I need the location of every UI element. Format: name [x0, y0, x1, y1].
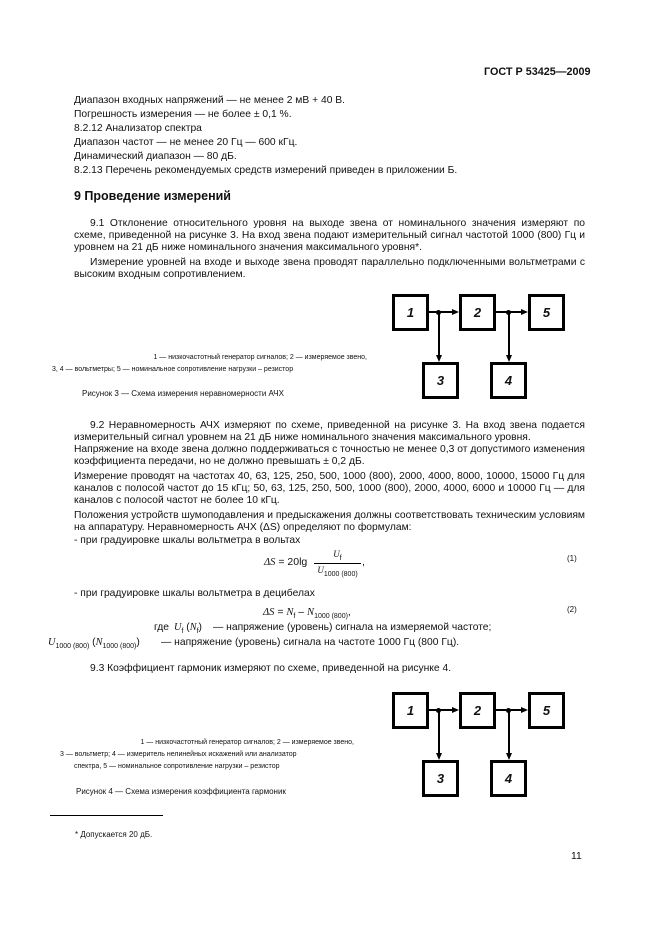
- fig4-legend-line-2: 3 — вольтметр; 4 — измеритель нелинейных искажений или анализатор: [60, 751, 297, 758]
- fig4-block-load: 5: [528, 692, 565, 729]
- formula-1-comma: ,: [362, 556, 365, 568]
- recommended-instruments: 8.2.13 Перечень рекомендуемых средств измерений приведен в приложении Б.: [74, 165, 458, 176]
- paragraph-9-2-voltage: Напряжение на входе звена должно поддерживаться с точностью не менее 0,3 от допустимого изменения коэффициента передачи, но не должно превышать ± 0,2 дБ.: [74, 444, 585, 467]
- formula-1-fraction-bar: [314, 563, 361, 564]
- frequency-range: Диапазон частот — не менее 20 Гц — 600 кГц.: [74, 137, 298, 148]
- section-9-heading: 9 Проведение измерений: [74, 189, 231, 203]
- fig4-block-distortion-meter: 4: [490, 760, 527, 797]
- paragraph-9-1: 9.1 Отклонение относительного уровня на выходе звена от номинального значения измеряют по схеме, приведенной на рисунке 3. На вход звена подают измерительный сигнал частотой 1000 (800) Гц и уровнем на 21 дБ ниже номинального значения максимального уровня*.: [74, 218, 585, 253]
- where-prefix: где: [154, 622, 170, 633]
- fig3-block-voltmeter-4: 4: [490, 362, 527, 399]
- bullet-volts: - при градуировке шкалы вольтметра в вольтах: [74, 535, 301, 546]
- fig3-arrow-to-4: [506, 355, 512, 362]
- where-symbol-u1000: $U_{1000 (800)}$ $(N_{1000 (800)})$: [48, 637, 140, 651]
- spectrum-analyzer-heading: 8.2.12 Анализатор спектра: [74, 123, 202, 134]
- paragraph-9-2: 9.2 Неравномерность АЧХ измеряют по схеме, приведенной на рисунке 3. На вход звена подается измерительный сигнал уровнем на 21 дБ ниже номинального значения максимального уровня.: [74, 420, 585, 443]
- fig3-block-generator: 1: [392, 294, 429, 331]
- paragraph-9-2-frequencies: Измерение проводят на частотах 40, 63, 125, 250, 500, 1000 (800), 2000, 4000, 8000, 10000, 15000 Гц для каналов с полосой частот до 15 кГц; 50, 63, 125, 250, 500, 1000 (800), 2000, 4000, 6000 и 10000 Гц — для каналов с полосой частот не более 10 кГц.: [74, 471, 585, 506]
- fig3-block-unit: 2: [459, 294, 496, 331]
- fig3-arrow-to-3: [436, 355, 442, 362]
- fig4-arrow-2-5: [521, 707, 528, 713]
- fig4-legend-line-3: спектра, 5 — номинальное сопротивление нагрузки – резистор: [74, 763, 280, 770]
- formula-2-number: (2): [567, 605, 577, 614]
- formula-2: $\Delta S = N_f - N_{1000 (800)}$,: [263, 606, 351, 621]
- paragraph-9-3: 9.3 Коэффициент гармоник измеряют по схеме, приведенной на рисунке 4.: [90, 663, 452, 674]
- fig3-legend-line-1: 1 — низкочастотный генератор сигналов; 2 — измеряемое звено,: [153, 354, 367, 361]
- fig4-arrow-to-4: [506, 753, 512, 760]
- paragraph-9-2-noise-reduction: Положения устройств шумоподавления и предыскажения должны соответствовать техническим условиям на аппаратуру. Неравномерность АЧХ (ΔS) определяют по формулам:: [74, 510, 585, 533]
- fig3-link-1-2: [429, 311, 453, 313]
- fig4-link-to-3: [438, 710, 440, 753]
- fig3-block-voltmeter-3: 3: [422, 362, 459, 399]
- fig4-arrow-1-2: [452, 707, 459, 713]
- footnote-divider: [50, 815, 163, 816]
- doc-header: ГОСТ Р 53425—2009: [484, 66, 591, 78]
- fig4-legend-line-1: 1 — низкочастотный генератор сигналов; 2 — измеряемое звено,: [140, 739, 354, 746]
- fig4-block-unit: 2: [459, 692, 496, 729]
- fig4-caption: Рисунок 4 — Схема измерения коэффициента гармоник: [76, 787, 286, 796]
- where-u1000-text: — напряжение (уровень) сигнала на частоте 1000 Гц (800 Гц).: [161, 637, 460, 648]
- where-symbol-uf: $U_f$ $(N_f)$: [174, 622, 202, 636]
- dynamic-range: Динамический диапазон — 80 дБ.: [74, 151, 237, 162]
- fig3-arrow-2-5: [521, 309, 528, 315]
- fig4-link-to-4: [508, 710, 510, 753]
- fig3-link-to-4: [508, 312, 510, 355]
- fig3-block-load: 5: [528, 294, 565, 331]
- formula-1-numerator: $U_f$: [333, 549, 342, 562]
- paragraph-9-1-voltmeters: Измерение уровней на входе и выходе звена проводят параллельно подключенными вольтметрами с высоким входным сопротивлением.: [74, 257, 585, 280]
- formula-1-denominator: $U_{1000 (800)}$: [317, 565, 358, 578]
- fig4-block-generator: 1: [392, 692, 429, 729]
- bullet-decibels: - при градуировке шкалы вольтметра в децибелах: [74, 588, 315, 599]
- fig3-link-to-3: [438, 312, 440, 355]
- fig3-caption: Рисунок 3 — Схема измерения неравномерности АЧХ: [82, 389, 284, 398]
- fig3-legend-line-2: 3, 4 — вольтметры; 5 — номинальное сопротивление нагрузки – резистор: [52, 366, 294, 373]
- input-voltage-range: Диапазон входных напряжений — не менее 2 мВ + 40 В.: [74, 95, 346, 106]
- formula-1-number: (1): [567, 554, 577, 563]
- page-number: 11: [571, 851, 582, 862]
- fig4-block-voltmeter: 3: [422, 760, 459, 797]
- where-uf-text: — напряжение (уровень) сигнала на измеряемой частоте;: [213, 622, 492, 633]
- formula-1-lhs: ΔS = 20lg: [264, 556, 308, 568]
- measurement-error: Погрешность измерения — не более ± 0,1 %.: [74, 109, 292, 120]
- fig4-link-1-2: [429, 709, 453, 711]
- fig3-arrow-1-2: [452, 309, 459, 315]
- footnote: * Допускается 20 дБ.: [75, 830, 153, 839]
- fig4-arrow-to-3: [436, 753, 442, 760]
